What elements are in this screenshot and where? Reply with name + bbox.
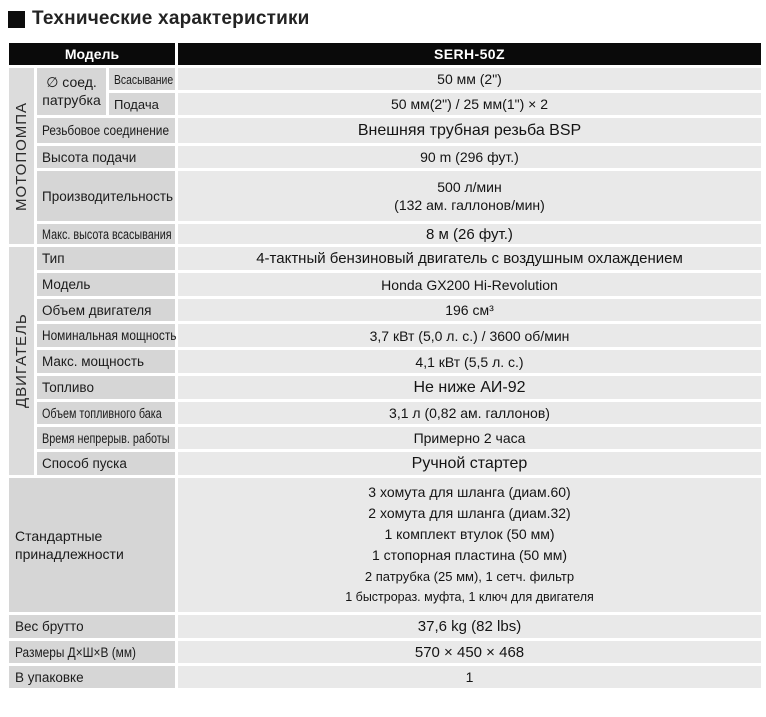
value-thread-connection: Внешняя трубная резьба BSP bbox=[178, 118, 761, 143]
group-label-engine: ДВИГАТЕЛЬ bbox=[9, 247, 34, 475]
black-square-bullet-icon bbox=[8, 11, 25, 28]
value-max-power: 4,1 кВт (5,5 л. с.) bbox=[178, 350, 761, 373]
label-thread-connection: Резьбовое соединение bbox=[37, 118, 175, 143]
value-engine-model: Honda GX200 Hi-Revolution bbox=[178, 273, 761, 296]
value-max-suction-lift: 8 м (26 фут.) bbox=[178, 224, 761, 244]
label-rated-power: Номинальная мощность bbox=[37, 324, 175, 347]
label-capacity: Производительность bbox=[37, 171, 175, 221]
label-max-suction-lift: Макс. высота всасывания bbox=[37, 224, 175, 244]
accessory-item: 1 быстрораз. муфта, 1 ключ для двигателя bbox=[345, 590, 594, 604]
value-runtime: Примерно 2 часа bbox=[178, 427, 761, 449]
group-label-pump: МОТОПОМПА bbox=[9, 68, 34, 244]
accessory-item: 2 патрубка (25 мм), 1 сетч. фильтр bbox=[364, 569, 575, 584]
label-package-qty: В упаковке bbox=[9, 666, 175, 688]
label-runtime: Время непрерыв. работы bbox=[37, 427, 175, 449]
header-model-value: SERH-50Z bbox=[178, 43, 761, 65]
value-capacity bbox=[178, 171, 761, 221]
value-capacity-line2: (132 ам. галлонов/мин) bbox=[394, 197, 545, 213]
value-discharge: 50 мм(2") / 25 мм(1") × 2 bbox=[178, 93, 761, 115]
accessory-item: 1 комплект втулок (50 мм) bbox=[384, 526, 555, 542]
label-engine-type: Тип bbox=[37, 247, 175, 270]
label-socket-diameter: ∅ соед. патрубка bbox=[37, 68, 106, 115]
value-package-qty: 1 bbox=[178, 666, 761, 688]
label-gross-weight: Вес брутто bbox=[9, 615, 175, 638]
value-displacement: 196 см³ bbox=[178, 299, 761, 321]
accessory-item: 1 стопорная пластина (50 мм) bbox=[371, 547, 568, 563]
label-fuel: Топливо bbox=[37, 376, 175, 399]
section-title bbox=[8, 7, 766, 31]
value-suction: 50 мм (2") bbox=[178, 68, 761, 90]
value-fuel: Не ниже АИ-92 bbox=[178, 376, 761, 399]
accessory-item: 2 хомута для шланга (диам.32) bbox=[368, 505, 571, 521]
value-standard-accessories bbox=[178, 478, 761, 612]
spec-table bbox=[9, 43, 761, 688]
label-dimensions: Размеры Д×Ш×В (мм) bbox=[9, 641, 175, 663]
value-delivery-head: 90 m (296 фут.) bbox=[178, 146, 761, 168]
page-title: Технические характеристики bbox=[32, 8, 310, 29]
label-standard-accessories: Стандартные принадлежности bbox=[9, 478, 175, 612]
label-start-method: Способ пуска bbox=[37, 452, 175, 475]
value-capacity-line1: 500 л/мин bbox=[437, 179, 502, 195]
label-displacement: Объем двигателя bbox=[37, 299, 175, 321]
value-dimensions: 570 × 450 × 468 bbox=[178, 641, 761, 663]
header-model-label: Модель bbox=[9, 43, 175, 65]
label-discharge: Подача bbox=[109, 93, 175, 115]
label-fuel-tank: Объем топливного бака bbox=[37, 402, 175, 424]
value-engine-type: 4-тактный бензиновый двигатель с воздушным охлаждением bbox=[178, 247, 761, 270]
accessory-item: 3 хомута для шланга (диам.60) bbox=[368, 484, 571, 500]
value-rated-power: 3,7 кВт (5,0 л. с.) / 3600 об/мин bbox=[178, 324, 761, 347]
label-suction: Всасывание bbox=[109, 68, 175, 90]
value-fuel-tank: 3,1 л (0,82 ам. галлонов) bbox=[178, 402, 761, 424]
value-gross-weight: 37,6 kg (82 lbs) bbox=[178, 615, 761, 638]
label-delivery-head: Высота подачи bbox=[37, 146, 175, 168]
label-max-power: Макс. мощность bbox=[37, 350, 175, 373]
value-start-method: Ручной стартер bbox=[178, 452, 761, 475]
label-engine-model: Модель bbox=[37, 273, 175, 296]
